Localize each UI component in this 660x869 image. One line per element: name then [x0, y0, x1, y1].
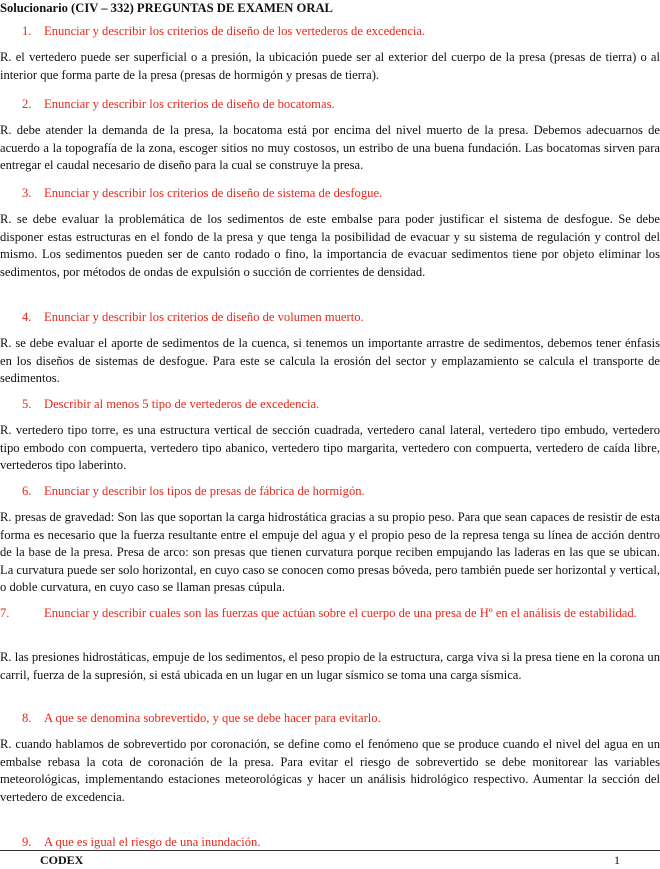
question-3: [22, 185, 658, 202]
question-text: A que se denomina sobrevertido, y que se debe hacer para evitarlo.: [44, 711, 381, 725]
question-text: Enunciar y describir los criterios de diseño de bocatomas.: [44, 97, 335, 111]
question-7: [0, 605, 658, 622]
question-text: Enunciar y describir los criterios de diseño de volumen muerto.: [44, 310, 364, 324]
question-number: 4.: [22, 310, 32, 324]
question-6: [22, 483, 658, 500]
question-number: 3.: [22, 186, 32, 200]
question-8: [22, 710, 658, 727]
question-number: 1.: [22, 24, 32, 38]
answer-2: R. debe atender la demanda de la presa, la bocatoma está por encima del nivel muerto de la presa. Debemos adecuarnos de acuerdo a la topografía de la zona, escoger sitios no muy costosos, un estribo de una buena fundación. Las bocatomas sirven para entregar el caudal necesario de diseño para la cual se construye la presa.: [0, 123, 660, 172]
question-text: Enunciar y describir los tipos de presas de fábrica de hormigón.: [44, 484, 365, 498]
answer-7: R. las presiones hidrostáticas, empuje de los sedimentos, el peso propio de la estructura, carga viva si la presa tiene en la corona un carril, fuerza de la supresión, si está ubicada en un lugar en un lugar sísmico se toma una carga sísmica.: [0, 650, 660, 682]
question-number: 9.: [22, 835, 32, 849]
question-9: [22, 834, 658, 851]
answer-8: R. cuando hablamos de sobrevertido por coronación, se define como el fenómeno que se produce cuando el nivel del agua en un embalse rebasa la cota de coronación de la presa. Para evitar el riesgo de sobrevertido se debe monitorear las variables meteorológicas, implementando estaciones meteorológicas y hacer un análisis hidrológico respectivo. Aumentar la sección del vertedero de excedencia.: [0, 737, 660, 804]
question-text: Enunciar y describir cuales son las fuerzas que actúan sobre el cuerpo de una presa de Hº en el análisis de estabilidad.: [44, 606, 637, 620]
question-4: [22, 309, 658, 326]
question-text: Enunciar y describir los criterios de diseño de sistema de desfogue.: [44, 186, 383, 200]
answer-3: R. se debe evaluar la problemática de los sedimentos de este embalse para poder justificar el sistema de desfogue. Se debe disponer estas estructuras en el fondo de la presa y que tenga la posibilidad de evacuar y su sistema de regulación y control del mismo. Los sedimentos pueden ser de canto rodado o fino, la importancia de evacuar sedimentos tiene por objeto eliminar los sedimentos, por métodos de ondas de expulsión o succión de corrientes de densidad.: [0, 212, 660, 279]
question-2: [22, 96, 658, 113]
question-5: [22, 396, 658, 413]
question-text: A que es igual el riesgo de una inundación.: [44, 835, 261, 849]
question-number: 5.: [22, 397, 32, 411]
answer-5: R. vertedero tipo torre, es una estructura vertical de sección cuadrada, vertedero canal lateral, vertedero tipo embudo, vertedero tipo embodo con compuerta, vertedero tipo abanico, vertedero tipo margarita, vertedero con compuerta, vertedero de caída libre, vertederos tipo laberinto.: [0, 423, 660, 472]
question-text: Enunciar y describir los criterios de diseño de los vertederos de excedencia.: [44, 24, 426, 38]
question-text: Describir al menos 5 tipo de vertederos de excedencia.: [44, 397, 320, 411]
question-number: 7.: [0, 606, 10, 620]
document-title: Solucionario (CIV – 332) PREGUNTAS DE EXAMEN ORAL: [0, 1, 333, 15]
page-number: 1: [614, 853, 620, 867]
question-number: 6.: [22, 484, 32, 498]
answer-4: R. se debe evaluar el aporte de sedimentos de la cuenca, si tenemos un importante arrastre de sedimentos, debemos tener énfasis en los diseños de sistemas de desfogue. Para este se calcula la erosión del sector y emplazamiento se calcula el transporte de sedimentos.: [0, 336, 660, 385]
question-number: 2.: [22, 97, 32, 111]
question-number: 8.: [22, 711, 32, 725]
page-footer: [0, 850, 660, 869]
answer-1: R. el vertedero puede ser superficial o a presión, la ubicación puede ser al exterior del cuerpo de la presa (presas de tierra) o al interior que forma parte de la presa (presas de hormigón y presas de tierra).: [0, 50, 660, 82]
footer-brand: CODEX: [40, 853, 84, 867]
question-1: [22, 23, 658, 40]
answer-6: R. presas de gravedad: Son las que soportan la carga hidrostática gracias a su propio peso. Para que sean capaces de resistir de esta forma es necesario que la fuerza resultante entre el empuje del agua y el propio peso de la represa tenga su línea de acción dentro de la base de la presa. Presa de arco: son presas que tienen curvatura porque reciben empujando las laderas en las que se ubican. La curvatura puede ser solo horizontal, en cuyo caso se conocen como presas bóveda, pero también puede ser horizontal y vertical, o doble curvatura, en cuyo caso se llaman presas cúpula.: [0, 510, 660, 594]
